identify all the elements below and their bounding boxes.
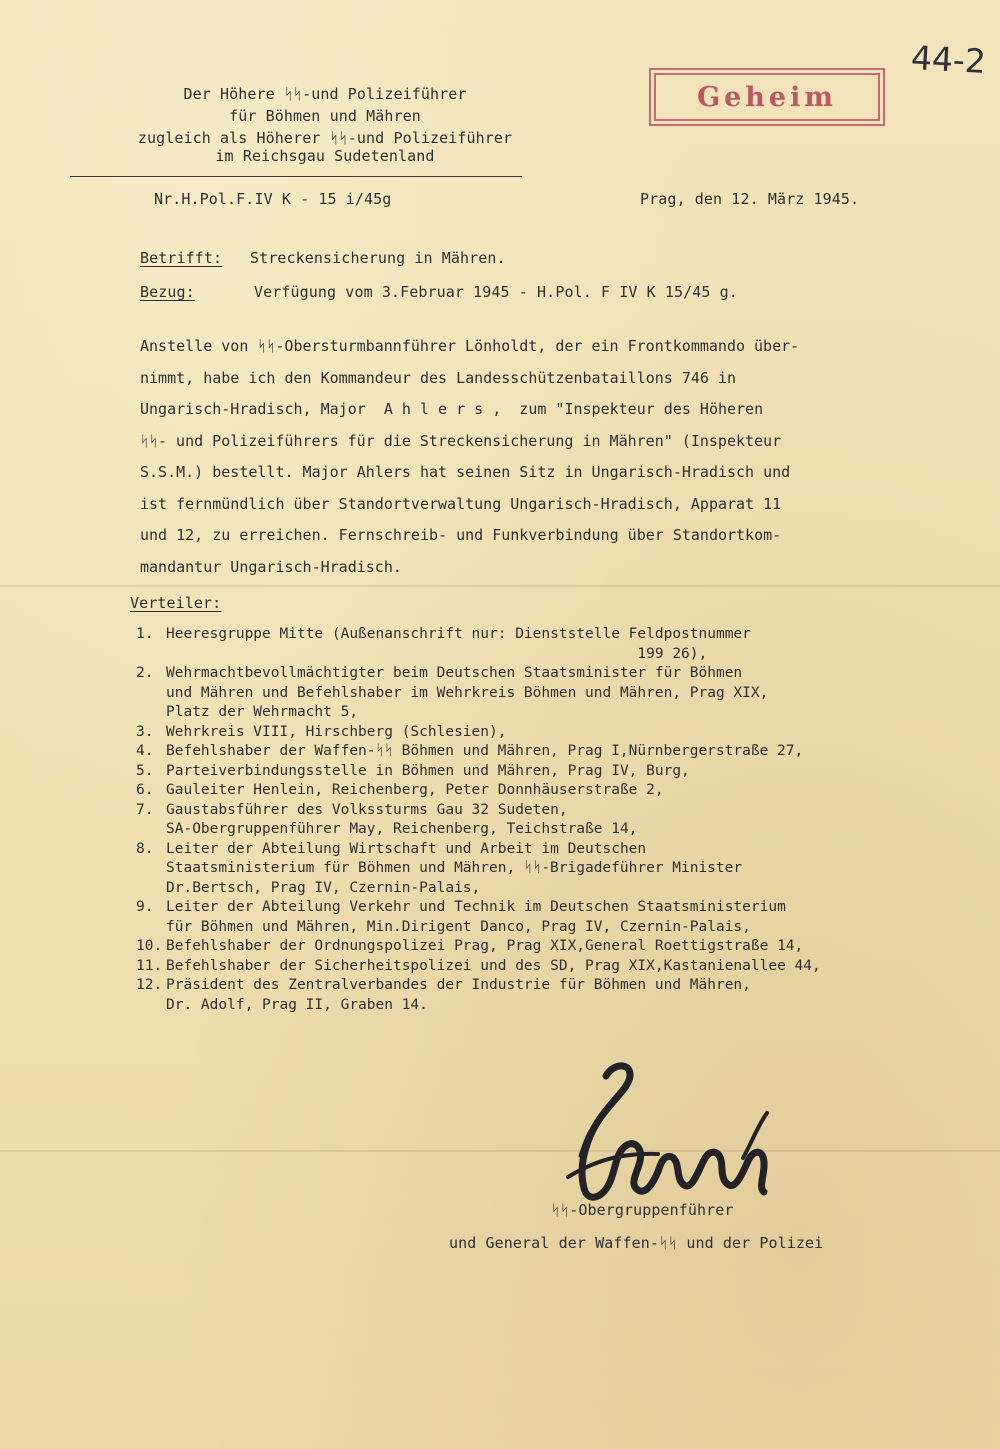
list-number: 11. bbox=[136, 957, 163, 974]
list-item bbox=[136, 625, 976, 664]
list-item bbox=[136, 957, 976, 977]
subject-label: Betrifft: bbox=[140, 249, 223, 267]
authority-line: für Böhmen und Mähren bbox=[229, 107, 421, 125]
list-number: 3. bbox=[136, 723, 154, 740]
handwritten-corner-note: 44-2 bbox=[910, 38, 987, 81]
place-date: Prag, den 12. März 1945. bbox=[640, 190, 860, 208]
fold-line bbox=[0, 585, 1000, 587]
list-item bbox=[136, 801, 976, 840]
list-number: 10. bbox=[136, 938, 163, 954]
list-item bbox=[136, 723, 976, 743]
header-rule bbox=[70, 176, 522, 177]
fold-line bbox=[0, 1150, 1000, 1152]
list-text: Gauleiter Henlein, Reichenberg, Peter Donnhäuserstraße 2, bbox=[166, 782, 664, 798]
list-text: Heeresgruppe Mitte (Außenanschrift nur: Dienststelle Feldpostnummer 199 26), bbox=[166, 626, 751, 662]
list-text: Gaustabsführer des Volkssturms Gau 32 Sudeten, SA-Obergruppenführer May, Reichenberg, Teichstraße 14, bbox=[166, 801, 638, 837]
handwritten-signature bbox=[550, 1058, 780, 1208]
authority-line: Der Höhere ᛋᛋ-und Polizeiführer bbox=[183, 85, 467, 103]
list-number: 12. bbox=[136, 977, 163, 993]
list-item bbox=[136, 937, 976, 957]
list-text: Präsident des Zentralverbandes der Industrie für Böhmen und Mähren, Dr. Adolf, Prag II, Graben 14. bbox=[166, 977, 751, 1013]
list-text: Wehrmachtbevollmächtigter beim Deutschen Staatsminister für Böhmen und Mähren und Befehlshaber im Wehrkreis Böhmen und Mähren, Prag XIX, Platz der Wehrmacht 5, bbox=[166, 665, 769, 720]
list-text: Wehrkreis VIII, Hirschberg (Schlesien), bbox=[166, 723, 507, 740]
list-number: 8. bbox=[136, 840, 154, 857]
authority-line: zugleich als Höherer ᛋᛋ-und Polizeiführer bbox=[137, 129, 513, 147]
list-text: Parteiverbindungsstelle in Böhmen und Mähren, Prag IV, Burg, bbox=[166, 762, 690, 779]
list-item bbox=[136, 840, 976, 899]
body-paragraph: Anstelle von ᛋᛋ-Obersturmbannführer Lönholdt, der ein Frontkommando über- nimmt, habe ich den Kommandeur des Landesschützenbataillons 746 in Ungarisch-Hradisch, Major A h l e r s , zum "Inspekteur des Höheren ᛋᛋ- und Polizeiführers für die Streckensicherung in Mähren" (Inspekteur S.S.M.) bestellt. Major Ahlers hat seinen Sitz in Ungarisch-Hradisch und ist fernmündlich über Standortverwaltung Ungarisch-Hradisch, Apparat 11 und 12, zu erreichen. Fernschreib- und Funkverbindung über Standortkom- mandantur Ungarisch-Hradisch. bbox=[140, 337, 800, 576]
authority-line: im Reichsgau Sudetenland bbox=[215, 147, 435, 165]
list-text: Leiter der Abteilung Wirtschaft und Arbeit im Deutschen Staatsministerium für Böhmen und Mähren, ᛋᛋ-Brigadeführer Minister Dr.Bertsch, Prag IV, Czernin-Palais, bbox=[166, 840, 743, 896]
reference-text: Verfügung vom 3.Februar 1945 - H.Pol. F IV K 15/45 g. bbox=[254, 283, 738, 301]
list-text: Leiter der Abteilung Verkehr und Technik im Deutschen Staatsministerium für Böhmen und Mähren, Min.Dirigent Danco, Prag IV, Czernin-Palais, bbox=[166, 899, 786, 935]
distribution-list bbox=[136, 625, 976, 1015]
list-text: Befehlshaber der Sicherheitspolizei und des SD, Prag XIX,Kastanienallee 44, bbox=[166, 957, 821, 974]
subject-text: Streckensicherung in Mähren. bbox=[250, 249, 506, 267]
distribution-label: Verteiler: bbox=[130, 594, 222, 612]
list-item bbox=[136, 898, 976, 937]
list-number: 6. bbox=[136, 782, 154, 798]
title-line: und General der Waffen-ᛋᛋ und der Polizei bbox=[449, 1234, 824, 1252]
list-item bbox=[136, 664, 976, 723]
list-item bbox=[136, 781, 976, 801]
list-number: 9. bbox=[136, 899, 154, 915]
list-number: 2. bbox=[136, 665, 154, 681]
list-text: Befehlshaber der Ordnungspolizei Prag, Prag XIX,General Roettigstraße 14, bbox=[166, 938, 804, 954]
secret-stamp bbox=[649, 68, 885, 126]
list-item bbox=[136, 976, 976, 1015]
rank-line: ᛋᛋ-Obergruppenführer bbox=[551, 1201, 734, 1219]
list-number: 4. bbox=[136, 743, 154, 759]
list-number: 1. bbox=[136, 626, 154, 642]
reference-label: Bezug: bbox=[140, 283, 195, 301]
reference-number: Nr.H.Pol.F.IV K - 15 i/45g bbox=[154, 190, 392, 208]
list-item bbox=[136, 742, 976, 762]
list-item bbox=[136, 762, 976, 782]
list-text: Befehlshaber der Waffen-ᛋᛋ Böhmen und Mähren, Prag I,Nürnbergerstraße 27, bbox=[166, 743, 804, 759]
stamp-label: Geheim bbox=[654, 73, 880, 121]
list-number: 5. bbox=[136, 762, 154, 779]
list-number: 7. bbox=[136, 801, 154, 818]
